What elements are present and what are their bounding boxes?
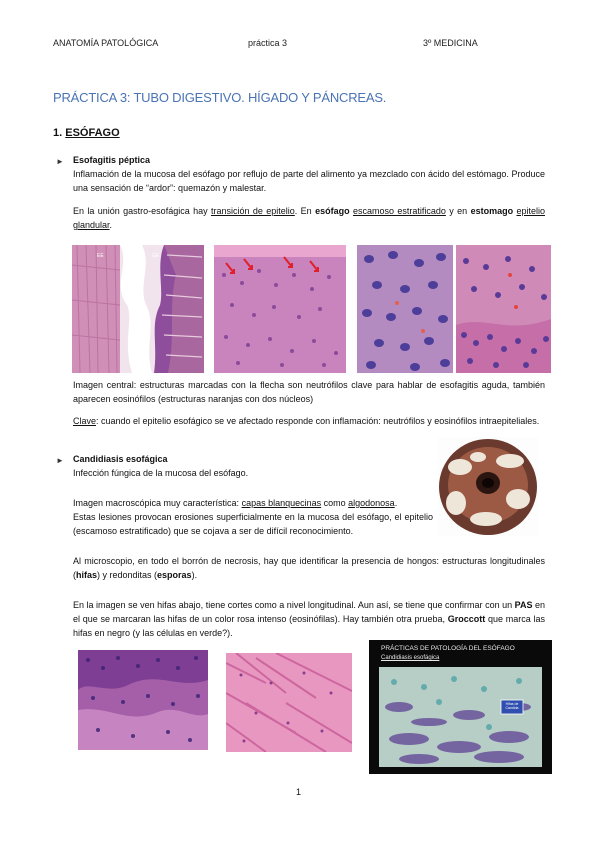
slide-subtitle: Candidiasis esofágica	[381, 655, 440, 661]
histology-image-eosinophils-right	[456, 245, 551, 373]
header-course: ANATOMÍA PATOLÓGICA	[53, 38, 159, 48]
header-practice: práctica 3	[248, 38, 288, 48]
section-heading	[53, 127, 120, 139]
svg-text:EE: EE	[97, 253, 104, 259]
esofagitis-definition: Inflamación de la mucosa del esófago por reflujo de parte del alimento ya mezclado con ácido del estómago. Produce una sensación de “ardor”: quemazón y malestar.	[73, 169, 545, 193]
histology-image-gastroesophageal-junction	[72, 245, 204, 373]
histology-image-pas-stain	[226, 653, 352, 752]
candidiasis-heading: Candidiasis esofágica	[73, 454, 168, 464]
slide-title: PRÁCTICAS DE PATOLOGÍA DEL ESÓFAGO	[381, 645, 515, 652]
histology-image-eosinophils-left	[357, 245, 453, 373]
esofagitis-image-caption: Imagen central: estructuras marcadas con la flecha son neutrófilos clave para hablar de esofagitis aguda, también aparecen eosinófilos (estructuras naranjas con dos núcleos)	[73, 380, 545, 404]
candidiasis-definition: Infección fúngica de la mucosa del esófago.	[73, 468, 249, 478]
candidiasis-microscopic-paragraph: Al microscopio, en todo el borrón de necrosis, hay que identificar la presencia de hongos: estructuras longitudinales (hifas) y redonditas (esporas).	[73, 556, 545, 580]
candidiasis-stains-paragraph: En la imagen se ven hifas abajo, tiene cortes como a nivel longitudinal. Aun así, se tiene que confirmar con un PAS en el que se marcaran las hifas de un color rosa intenso (eosinófilas). Hay también otra prueba, Groccott que marca las hifas en negro (y las células en verde?).	[73, 600, 545, 638]
page-title: PRÁCTICA 3: TUBO DIGESTIVO. HÍGADO Y PÁNCREAS.	[53, 90, 387, 105]
endoscopy-image-candidiasis	[438, 437, 538, 536]
esofagitis-key-note: Clave: cuando el epitelio esofágico se ve afectado responde con inflamación: neutrófilos y eosinófilos intraepiteliales.	[73, 416, 540, 426]
header-year: 3º MEDICINA	[423, 38, 478, 48]
svg-text:GE: GE	[152, 253, 160, 259]
slide-hyphae-label: Hifas de Candida	[505, 702, 519, 710]
slide-image	[379, 667, 542, 767]
section-number: 1.	[53, 127, 63, 139]
histology-image-neutrophils	[214, 245, 346, 373]
slide-grocott-stain	[369, 640, 552, 774]
histology-image-candida-necrosis	[78, 650, 208, 750]
esofagitis-transition-paragraph: En la unión gastro-esofágica hay transición de epitelio. En esófago escamoso estratificado y en estomago epitelio glandular.	[73, 206, 545, 230]
candidiasis-macroscopic-paragraph: Imagen macroscópica muy característica: capas blanquecinas como algodonosa. Estas lesiones provocan erosiones superficialmente en la mucosa del esófago, el epitelio (escamoso estratificado) que se cojava a ser de difícil reconocimiento.	[73, 498, 433, 536]
esofagitis-heading: Esofagitis péptica	[73, 155, 151, 165]
bullet-icon: ►	[56, 157, 64, 166]
section-name: ESÓFAGO	[65, 127, 120, 139]
page-number: 1	[296, 787, 302, 797]
bullet-icon: ►	[56, 456, 64, 465]
